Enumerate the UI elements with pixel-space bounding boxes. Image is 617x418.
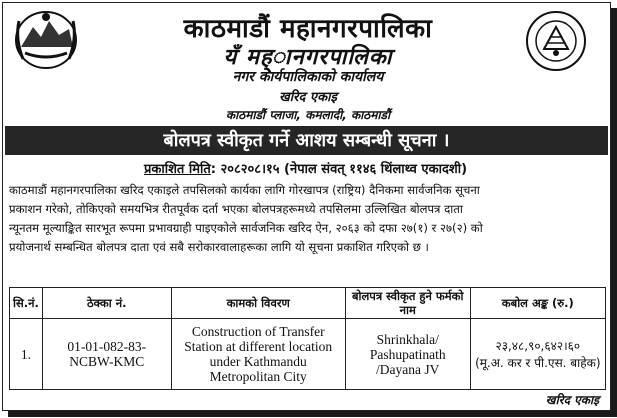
cell-firm: Shrinkhala/ Pashupatinath /Dayana JV xyxy=(345,319,470,390)
publish-date-label: प्रकाशित मिति xyxy=(143,162,211,177)
nepal-emblem-icon xyxy=(11,9,81,71)
cell-contract-no: 01-01-082-83-NCBW-KMC xyxy=(42,319,171,390)
office-name: नगर कार्यपालिकाको कार्यालय xyxy=(232,69,384,85)
table-header-row xyxy=(10,288,606,319)
body-line: न्यूनतम मूल्याङ्कित सारभूत रूपमा प्रभावग्राही पाइएकोले सार्वजनिक खरिद ऐन, २०६३ को दफा २७(१) र २७(२) को xyxy=(9,221,483,235)
signature-unit: खरिद एकाइ xyxy=(545,393,599,407)
body-line: प्रकाशन गरेको, तोकिएको समयभित्र रीतपूर्वक दर्ता भएका बोलपत्रहरूमध्ये तपसिलमा उल्लिखित बोलपत्र दाता xyxy=(9,202,463,216)
col-header-sn: सि.नं. xyxy=(10,288,43,319)
publish-date xyxy=(3,159,608,177)
office-address: काठमाडौं प्लाजा, कमलादी, काठमाडौं xyxy=(225,108,391,122)
body-line: काठमाडौं महानगरपालिका खरिद एकाइले तपसिलको कार्यका लागि गोरखापत्र (राष्ट्रिय) दैनिकमा सार्वजनिक सूचना xyxy=(9,183,480,197)
table-row xyxy=(10,319,606,390)
org-name-nepal-bhasa: यँ मह्ानगरपालिका xyxy=(223,45,393,70)
kmc-seal-icon xyxy=(524,9,588,73)
awarded-bid-table xyxy=(9,287,606,390)
cell-sn: 1. xyxy=(10,319,43,390)
cell-description: Construction of Transfer Station at different location under Kathmandu Metropolitan City xyxy=(171,319,345,390)
body-line: प्रयोजनार्थ सम्बन्धित बोलपत्र दाता एवं सबै सरोकारवालाहरूका लागि यो सूचना प्रकाशित गरिएको छ । xyxy=(9,240,429,254)
cell-amount xyxy=(470,319,605,390)
publish-date-value: : २०८२०८।१५ (नेपाल संवत् ११४६ थिंलाथ्व एकादशी) xyxy=(210,162,468,177)
col-header-description: कामको विवरण xyxy=(171,288,345,319)
notice-body xyxy=(9,181,606,257)
notice-title-banner: बोलपत्र स्वीकृत गर्ने आशय सम्बन्धी सूचना । xyxy=(5,126,608,155)
tender-notice xyxy=(2,2,611,411)
amount-value: २३,४८,९०,६४२।६० xyxy=(495,339,581,353)
unit-name: खरिद एकाइ xyxy=(279,90,337,105)
col-header-contract-no: ठेक्का नं. xyxy=(42,288,171,319)
col-header-amount: कबोल अङ्क (रु.) xyxy=(470,288,605,319)
col-header-firm: बोलपत्र स्वीकृत हुने फर्मको नाम xyxy=(345,288,470,319)
org-name: काठमाडौं महानगरपालिका xyxy=(183,14,433,44)
amount-note: (मू.अ. कर र पी.एस. बाहेक) xyxy=(475,356,601,370)
